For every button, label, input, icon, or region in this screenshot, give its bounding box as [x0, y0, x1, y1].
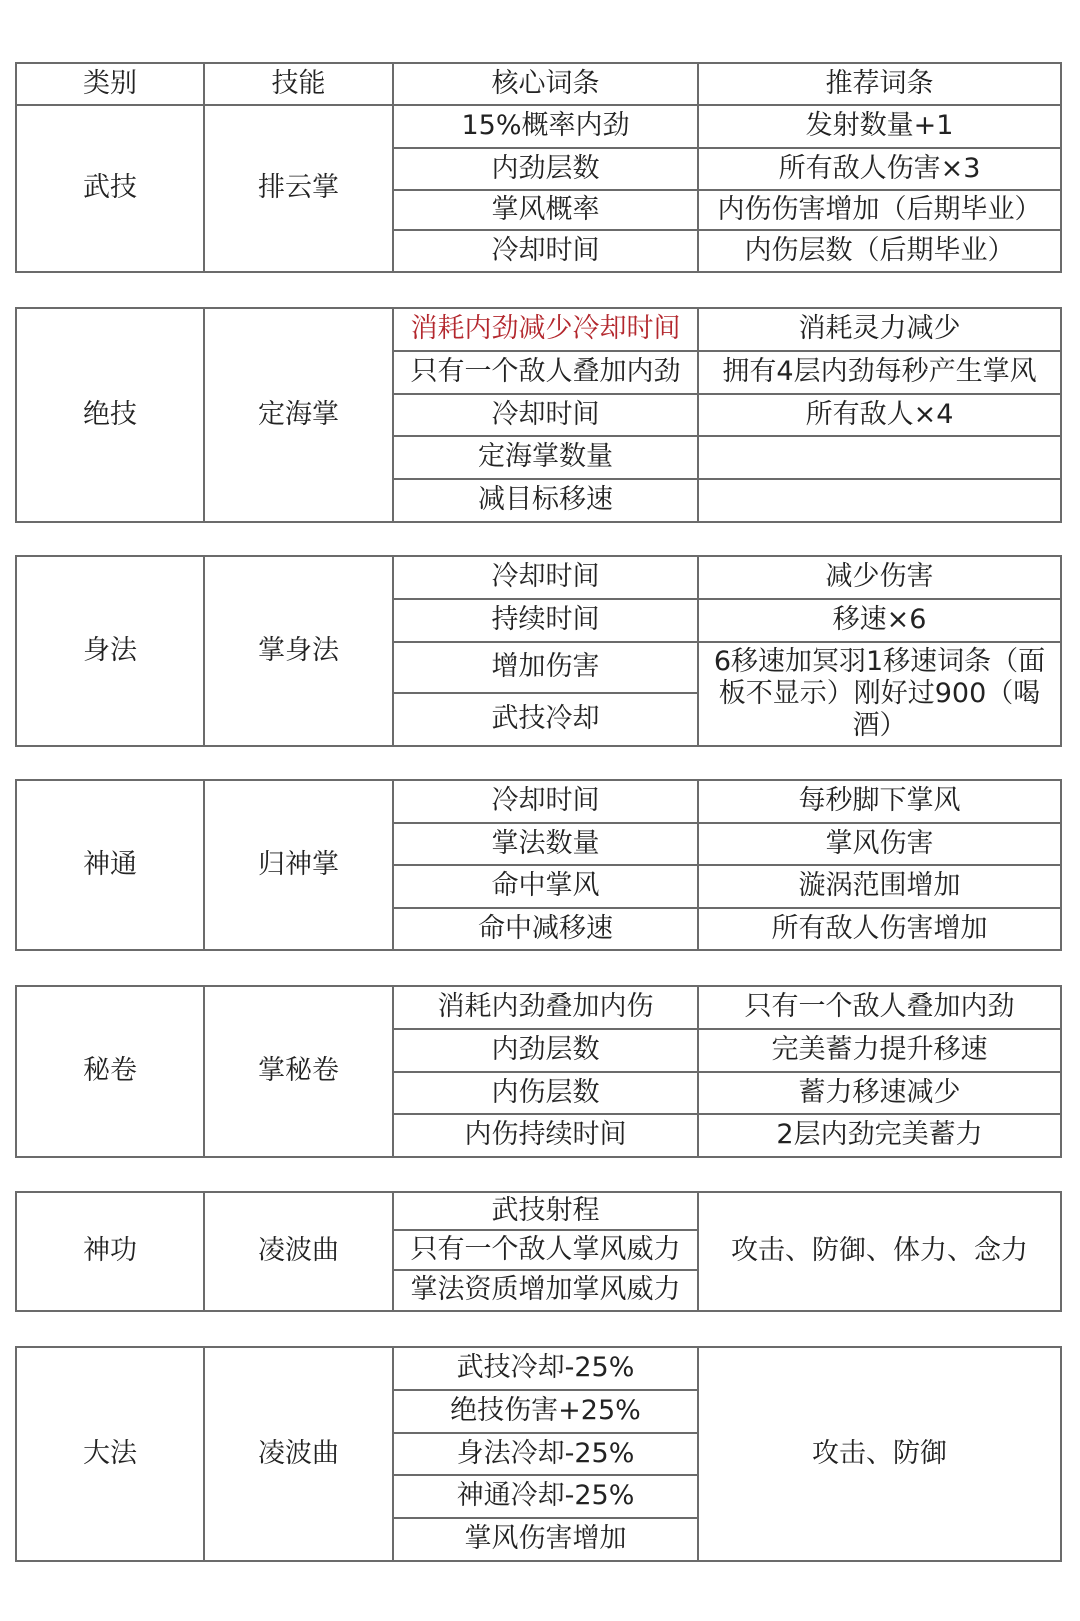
recommended-affix-cell: 所有敌人×4: [699, 395, 1062, 437]
recommended-affix-cell: 减少伤害: [699, 557, 1062, 600]
recommended-affix-cell: 完美蓄力提升移速: [699, 1030, 1062, 1073]
core-affix-cell: 命中掌风: [394, 866, 699, 909]
section-table-1: [15, 62, 1062, 273]
recommended-affix-cell: 2层内劲完美蓄力: [699, 1115, 1062, 1158]
core-affix-cell: 武技冷却: [394, 694, 699, 747]
recommended-affix-cell: 内伤层数（后期毕业）: [699, 231, 1062, 273]
skill-cell: 凌波曲: [205, 1348, 394, 1562]
recommended-affix-text: 6移速加冥羽1移速词条（面板不显示）刚好过900（喝酒）: [713, 646, 1046, 741]
section-table-5: [15, 985, 1062, 1158]
empty-recommended-cell: [699, 437, 1062, 480]
core-affix-cell: 冷却时间: [394, 557, 699, 600]
section-table-4: [15, 779, 1062, 951]
core-affix-cell: 武技冷却-25%: [394, 1348, 699, 1391]
category-cell: 武技: [17, 106, 205, 273]
section-table-2: [15, 307, 1062, 523]
core-affix-cell: 掌风伤害增加: [394, 1519, 699, 1562]
core-affix-cell: 减目标移速: [394, 480, 699, 523]
core-affix-cell: 冷却时间: [394, 395, 699, 437]
section-table-3: [15, 555, 1062, 747]
section-table-7: [15, 1346, 1062, 1562]
category-cell: 神通: [17, 781, 205, 951]
recommended-affix-cell: 攻击、防御、体力、念力: [699, 1193, 1062, 1312]
header-recommended-affix-cell: 推荐词条: [699, 64, 1062, 106]
core-affix-cell: 掌法数量: [394, 824, 699, 866]
recommended-affix-cell: 攻击、防御: [699, 1348, 1062, 1562]
skill-cell: 归神掌: [205, 781, 394, 951]
core-affix-cell: 绝技伤害+25%: [394, 1391, 699, 1434]
category-cell: 大法: [17, 1348, 205, 1562]
skill-cell: 定海掌: [205, 309, 394, 523]
recommended-affix-cell: 只有一个敌人叠加内劲: [699, 987, 1062, 1030]
recommended-affix-cell: 所有敌人伤害增加: [699, 909, 1062, 951]
core-affix-cell: 武技射程: [394, 1193, 699, 1231]
skill-cell: 掌秘卷: [205, 987, 394, 1158]
core-affix-cell-highlighted: 消耗内劲减少冷却时间: [394, 309, 699, 352]
skill-cell: 排云掌: [205, 106, 394, 273]
core-affix-cell: 只有一个敌人掌风威力: [394, 1231, 699, 1271]
recommended-affix-cell: 消耗灵力减少: [699, 309, 1062, 352]
core-affix-cell: 内劲层数: [394, 149, 699, 191]
category-cell: 神功: [17, 1193, 205, 1312]
core-affix-cell: 消耗内劲叠加内伤: [394, 987, 699, 1030]
category-cell: 身法: [17, 557, 205, 747]
core-affix-cell: 神通冷却-25%: [394, 1476, 699, 1519]
recommended-affix-cell: 移速×6: [699, 600, 1062, 643]
category-cell: 绝技: [17, 309, 205, 523]
recommended-affix-cell: 漩涡范围增加: [699, 866, 1062, 909]
recommended-affix-cell: 发射数量+1: [699, 106, 1062, 149]
header-category-cell: 类别: [17, 64, 205, 106]
skill-cell: 掌身法: [205, 557, 394, 747]
core-affix-cell: 命中减移速: [394, 909, 699, 951]
core-affix-cell: 持续时间: [394, 600, 699, 643]
recommended-affix-cell: 掌风伤害: [699, 824, 1062, 866]
recommended-affix-cell: 蓄力移速减少: [699, 1073, 1062, 1115]
core-affix-cell: 内伤层数: [394, 1073, 699, 1115]
category-cell: 秘卷: [17, 987, 205, 1158]
empty-recommended-cell: [699, 480, 1062, 523]
core-affix-cell: 冷却时间: [394, 781, 699, 824]
recommended-affix-cell: 拥有4层内劲每秒产生掌风: [699, 352, 1062, 395]
core-affix-cell: 内伤持续时间: [394, 1115, 699, 1158]
core-affix-cell: 只有一个敌人叠加内劲: [394, 352, 699, 395]
recommended-affix-cell: 内伤伤害增加（后期毕业）: [699, 191, 1062, 231]
section-table-6: [15, 1191, 1062, 1312]
skill-cell: 凌波曲: [205, 1193, 394, 1312]
recommended-affix-cell: 每秒脚下掌风: [699, 781, 1062, 824]
header-core-affix-cell: 核心词条: [394, 64, 699, 106]
core-affix-cell: 掌风概率: [394, 191, 699, 231]
core-affix-cell: 增加伤害: [394, 643, 699, 694]
core-affix-cell: 15%概率内劲: [394, 106, 699, 149]
core-affix-cell: 冷却时间: [394, 231, 699, 273]
core-affix-cell: 定海掌数量: [394, 437, 699, 480]
core-affix-cell: 掌法资质增加掌风威力: [394, 1271, 699, 1312]
header-skill-cell: 技能: [205, 64, 394, 106]
recommended-affix-cell: [699, 643, 1062, 747]
recommended-affix-cell: 所有敌人伤害×3: [699, 149, 1062, 191]
core-affix-cell: 内劲层数: [394, 1030, 699, 1073]
core-affix-cell: 身法冷却-25%: [394, 1434, 699, 1476]
